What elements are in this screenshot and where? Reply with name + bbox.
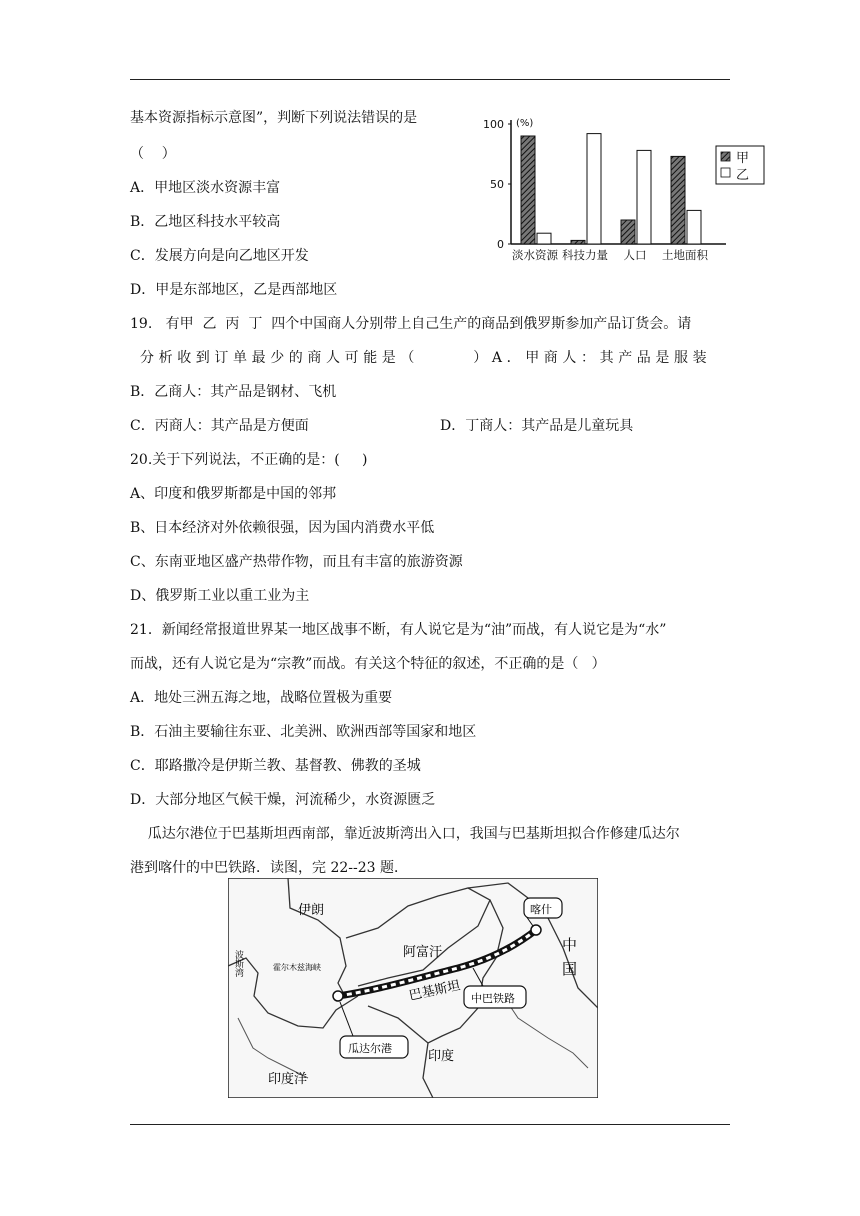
header-rule — [130, 79, 730, 80]
kashgar-point — [531, 925, 541, 935]
gulf-label: 波斯湾 — [233, 950, 243, 977]
y-tick-label: 0 — [497, 238, 504, 251]
x-category-label: 科技力量 — [562, 248, 608, 262]
legend-swatch-yi — [721, 168, 730, 177]
q18-option-a: A．甲地区淡水资源丰富 — [130, 180, 281, 196]
x-category-label: 淡水资源 — [512, 248, 558, 262]
q20-option-d: D、俄罗斯工业以重工业为主 — [130, 588, 310, 604]
kashgar-label: 喀什 — [530, 903, 552, 916]
bar-yi-0 — [537, 233, 551, 244]
q21-option-a: A．地处三洲五海之地，战略位置极为重要 — [130, 690, 393, 706]
x-category-label: 土地面积 — [662, 248, 708, 262]
q21-option-d: D．大部分地区气候干燥，河流稀少，水资源匮乏 — [130, 792, 436, 808]
q18-option-b: B．乙地区科技水平较高 — [130, 214, 281, 230]
passage-line2: 港到喀什的中巴铁路．读图，完 22--23 题． — [130, 860, 408, 876]
gwadar-point — [333, 991, 343, 1001]
bar-jia-3 — [671, 156, 685, 244]
q19-stem-line2: 分析收到订单最少的商人可能是（ ）A．甲商人：其产品是服装 — [140, 350, 712, 366]
footer-rule — [130, 1124, 730, 1125]
q20-option-c: C、东南亚地区盛产热带作物，而且有丰富的旅游资源 — [130, 554, 463, 570]
q21-stem-line1: 21．新闻经常报道世界某一地区战事不断，有人说它是为“油”而战，有人说它是为“水” — [130, 622, 667, 638]
q20-stem: 20.关于下列说法，不正确的是：( ) — [130, 452, 368, 468]
passage-line1: 瓜达尔港位于巴基斯坦西南部，靠近波斯湾出入口，我国与巴基斯坦拟合作修建瓜达尔 — [130, 826, 680, 842]
q18-intro: 基本资源指标示意图”，判断下列说法错误的是 — [130, 110, 418, 126]
q19-option-c: C．丙商人：其产品是方便面 — [130, 418, 309, 434]
q20-option-b: B、日本经济对外依赖很强，因为国内消费水平低 — [130, 520, 435, 536]
q19-stem-line1: 19. 有甲 乙 丙 丁 四个中国商人分别带上自己生产的商品到俄罗斯参加产品订货会。请 — [130, 316, 692, 332]
indian-ocean-label: 印度洋 — [268, 1072, 308, 1087]
china-label-2: 国 — [562, 960, 578, 978]
bar-yi-1 — [587, 134, 601, 244]
legend-swatch-jia — [721, 152, 730, 161]
legend-label-yi: 乙 — [736, 168, 750, 183]
y-tick-label: 100 — [483, 118, 504, 131]
resource-bar-chart — [476, 110, 766, 270]
q21-stem-line2: 而战，还有人说它是为“宗教”而战。有关这个特征的叙述，不正确的是（ ） — [130, 656, 606, 672]
bar-jia-0 — [521, 136, 535, 244]
china-pakistan-railway-map — [228, 878, 598, 1098]
pakistan-label: 巴基斯坦 — [407, 978, 462, 1004]
q18-option-c: C．发展方向是向乙地区开发 — [130, 248, 309, 264]
bar-yi-2 — [637, 150, 651, 244]
china-label-1: 中 — [562, 936, 578, 954]
gwadar-label: 瓜达尔港 — [348, 1042, 392, 1055]
y-unit-label: (%) — [516, 118, 534, 129]
q19-option-d: D．丁商人：其产品是儿童玩具 — [440, 418, 634, 434]
strait-label: 霍尔木兹海峡 — [273, 963, 321, 972]
q18-option-d: D．甲是东部地区，乙是西部地区 — [130, 282, 338, 298]
bar-jia-1 — [571, 240, 585, 244]
y-tick-label: 50 — [490, 178, 504, 191]
railway-label: 中巴铁路 — [471, 992, 515, 1005]
iran-label: 伊朗 — [298, 903, 325, 918]
q20-option-a: A、印度和俄罗斯都是中国的邻邦 — [130, 486, 337, 502]
q21-option-c: C．耶路撒冷是伊斯兰教、基督教、佛教的圣城 — [130, 758, 421, 774]
india-label: 印度 — [428, 1049, 455, 1064]
afghanistan-label: 阿富汗 — [403, 945, 443, 960]
bar-jia-2 — [621, 220, 635, 244]
q21-option-b: B．石油主要输往东亚、北美洲、欧洲西部等国家和地区 — [130, 724, 477, 740]
q18-answer-paren: （ ） — [130, 146, 176, 162]
q19-option-b: B．乙商人：其产品是钢材、飞机 — [130, 384, 337, 400]
x-category-label: 人口 — [623, 248, 647, 262]
bar-yi-3 — [687, 210, 701, 244]
legend-label-jia: 甲 — [736, 151, 750, 166]
